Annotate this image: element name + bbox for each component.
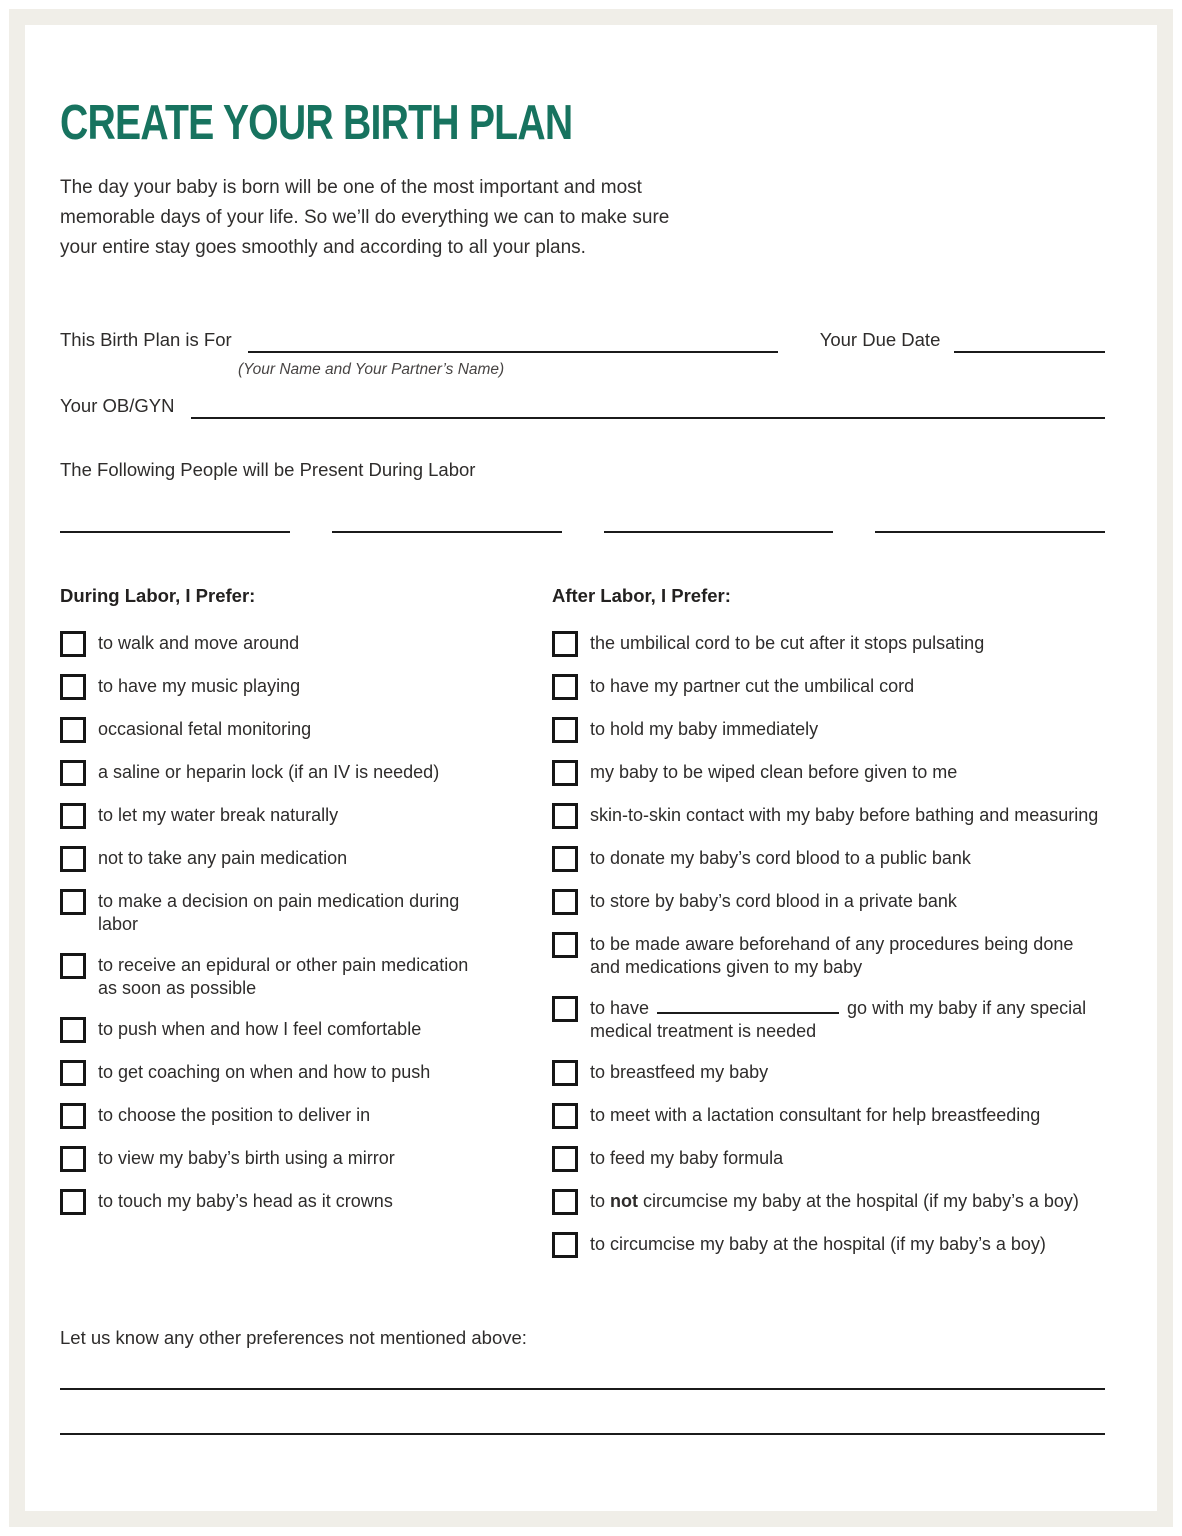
birth-plan-for-label: This Birth Plan is For bbox=[60, 329, 232, 350]
checklist-item bbox=[60, 1189, 552, 1215]
checklist-item-label: occasional fetal monitoring bbox=[98, 719, 312, 739]
checklist-item-label: to be made aware beforehand of any procedures being done and medications given to my baby bbox=[590, 934, 1074, 977]
checklist-item-label: to have my partner cut the umbilical cord bbox=[590, 676, 915, 696]
checklist-item-label: to not circumcise my baby at the hospital (if my baby’s a boy) bbox=[590, 1191, 1079, 1211]
checklist-item-label: to have my music playing bbox=[98, 676, 301, 696]
after-labor-heading: After Labor, I Prefer: bbox=[552, 585, 731, 606]
checklist-item-label: the umbilical cord to be cut after it stops pulsating bbox=[590, 633, 985, 653]
intro-text: The day your baby is born will be one of the most important and most memorable days of your life. So we’ll do everything we can to make sure your entire stay goes smoothly and according to all your plans. bbox=[60, 177, 670, 258]
after-labor-section bbox=[552, 585, 1105, 1275]
during-labor-section bbox=[60, 585, 552, 1275]
checklist-item bbox=[60, 889, 552, 936]
checklist-item bbox=[60, 953, 552, 1000]
checklist-item bbox=[552, 996, 1105, 1043]
checklist-item-label: a saline or heparin lock (if an IV is needed) bbox=[98, 762, 440, 782]
checkbox[interactable] bbox=[60, 1189, 86, 1215]
checklist-item-label: to hold my baby immediately bbox=[590, 719, 819, 739]
checklist-item-label: to circumcise my baby at the hospital (if my baby’s a boy) bbox=[590, 1234, 1046, 1254]
checkbox[interactable] bbox=[552, 803, 578, 829]
during-labor-checklist bbox=[60, 631, 552, 1215]
checklist-item-label: to store by baby’s cord blood in a private bank bbox=[590, 891, 957, 911]
page-frame bbox=[9, 9, 1173, 1527]
checklist-item-label: to touch my baby’s head as it crowns bbox=[98, 1191, 393, 1211]
checkbox[interactable] bbox=[552, 717, 578, 743]
checkbox[interactable] bbox=[552, 932, 578, 958]
checklist-item bbox=[552, 1146, 1105, 1172]
checklist-item bbox=[60, 760, 552, 786]
checkbox[interactable] bbox=[60, 803, 86, 829]
birth-plan-for-hint: (Your Name and Your Partner’s Name) bbox=[238, 361, 505, 378]
checklist-item bbox=[60, 846, 552, 872]
obgyn-input[interactable] bbox=[191, 399, 1105, 419]
checklist-item-label: my baby to be wiped clean before given to me bbox=[590, 762, 958, 782]
birth-plan-for-row bbox=[60, 329, 1105, 353]
checklist-item bbox=[552, 932, 1105, 979]
checklist-item-label: to get coaching on when and how to push bbox=[98, 1062, 431, 1082]
checkbox[interactable] bbox=[60, 889, 86, 915]
checklist-item-label: to receive an epidural or other pain medication as soon as possible bbox=[98, 955, 469, 998]
checklist-item bbox=[552, 803, 1105, 829]
checklist-item bbox=[552, 889, 1105, 915]
checkbox[interactable] bbox=[60, 631, 86, 657]
birth-plan-form bbox=[25, 25, 1157, 1511]
checkbox[interactable] bbox=[552, 1103, 578, 1129]
checklist-item-label: to choose the position to deliver in bbox=[98, 1105, 371, 1125]
obgyn-label: Your OB/GYN bbox=[60, 395, 175, 416]
checkbox[interactable] bbox=[552, 846, 578, 872]
checklist-item bbox=[60, 631, 552, 657]
checklist-item bbox=[552, 1103, 1105, 1129]
checkbox[interactable] bbox=[60, 1146, 86, 1172]
checkbox[interactable] bbox=[60, 717, 86, 743]
present-during-labor-label: The Following People will be Present During Labor bbox=[60, 459, 476, 480]
checkbox[interactable] bbox=[552, 1146, 578, 1172]
checklist-item bbox=[60, 717, 552, 743]
checklist-item bbox=[552, 1060, 1105, 1086]
checklist-item-label: to walk and move around bbox=[98, 633, 300, 653]
checkbox[interactable] bbox=[552, 674, 578, 700]
checklist-item bbox=[552, 717, 1105, 743]
other-preferences-input-1[interactable] bbox=[60, 1387, 1105, 1390]
present-person-input-4[interactable] bbox=[875, 527, 1105, 533]
present-during-labor-inputs bbox=[60, 527, 1105, 533]
after-labor-checklist bbox=[552, 631, 1105, 1258]
due-date-label: Your Due Date bbox=[819, 329, 941, 350]
checklist-item-label: to breastfeed my baby bbox=[590, 1062, 769, 1082]
preference-columns bbox=[60, 585, 1105, 1275]
checkbox[interactable] bbox=[552, 996, 578, 1022]
checklist-item bbox=[60, 674, 552, 700]
other-preferences-label: Let us know any other preferences not mentioned above: bbox=[60, 1327, 527, 1348]
checklist-item bbox=[552, 631, 1105, 657]
checklist-item bbox=[552, 846, 1105, 872]
page-title: CREATE YOUR BIRTH PLAN bbox=[60, 96, 573, 150]
checklist-item-label: to let my water break naturally bbox=[98, 805, 339, 825]
checkbox[interactable] bbox=[552, 631, 578, 657]
checkbox[interactable] bbox=[60, 953, 86, 979]
checkbox[interactable] bbox=[60, 674, 86, 700]
checklist-item-label: to donate my baby’s cord blood to a public bank bbox=[590, 848, 971, 868]
checklist-item-label: skin-to-skin contact with my baby before bathing and measuring bbox=[590, 805, 1099, 825]
checklist-item-label: to have go with my baby if any special medical treatment is needed bbox=[590, 998, 1087, 1041]
checklist-item-label: to meet with a lactation consultant for help breastfeeding bbox=[590, 1105, 1041, 1125]
checklist-item-label: to make a decision on pain medication during labor bbox=[98, 891, 460, 934]
checkbox[interactable] bbox=[60, 1103, 86, 1129]
checklist-item bbox=[60, 803, 552, 829]
checklist-item bbox=[552, 1232, 1105, 1258]
present-person-input-1[interactable] bbox=[60, 527, 290, 533]
obgyn-row bbox=[60, 395, 1105, 419]
checklist-item bbox=[60, 1103, 552, 1129]
checkbox[interactable] bbox=[552, 1189, 578, 1215]
checkbox[interactable] bbox=[60, 846, 86, 872]
checkbox[interactable] bbox=[552, 760, 578, 786]
checklist-item bbox=[552, 760, 1105, 786]
checkbox[interactable] bbox=[552, 1060, 578, 1086]
checklist-item-label: to feed my baby formula bbox=[590, 1148, 784, 1168]
checklist-item-label: not to take any pain medication bbox=[98, 848, 348, 868]
checklist-item-label: to view my baby’s birth using a mirror bbox=[98, 1148, 395, 1168]
other-preferences-input-2[interactable] bbox=[60, 1432, 1105, 1435]
checklist-item bbox=[60, 1060, 552, 1086]
checkbox[interactable] bbox=[60, 760, 86, 786]
present-person-input-2[interactable] bbox=[332, 527, 562, 533]
checklist-item-label: to push when and how I feel comfortable bbox=[98, 1019, 422, 1039]
checkbox[interactable] bbox=[60, 1060, 86, 1086]
checkbox[interactable] bbox=[552, 889, 578, 915]
due-date-input[interactable] bbox=[954, 333, 1105, 353]
checklist-item bbox=[60, 1017, 552, 1043]
birth-plan-for-input[interactable] bbox=[248, 333, 778, 353]
checkbox[interactable] bbox=[60, 1017, 86, 1043]
checklist-item bbox=[60, 1146, 552, 1172]
checkbox[interactable] bbox=[552, 1232, 578, 1258]
special-person-input[interactable] bbox=[657, 998, 839, 1014]
checklist-item bbox=[552, 674, 1105, 700]
present-person-input-3[interactable] bbox=[604, 527, 834, 533]
checklist-item bbox=[552, 1189, 1105, 1215]
during-labor-heading: During Labor, I Prefer: bbox=[60, 585, 256, 606]
